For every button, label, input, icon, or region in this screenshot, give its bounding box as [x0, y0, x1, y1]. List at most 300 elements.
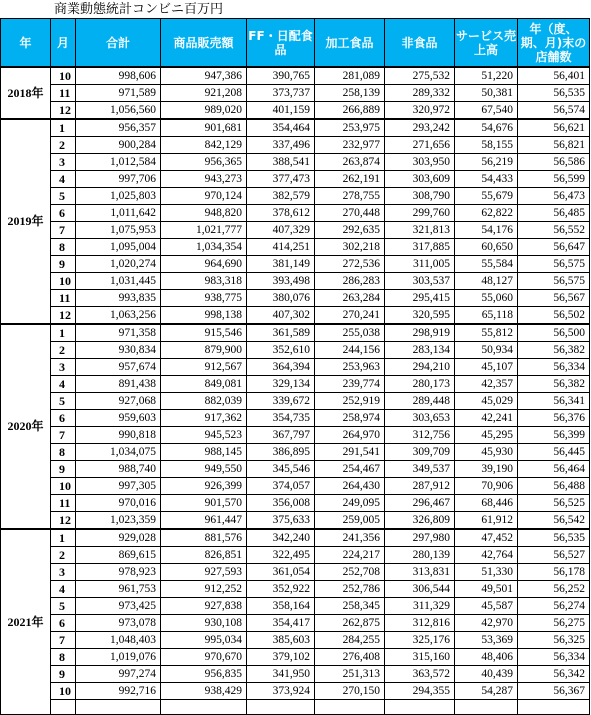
non-food-cell: 280,139: [385, 547, 455, 564]
empty-cell: [51, 700, 76, 715]
table-row: [1, 444, 590, 461]
non-food-cell: 317,885: [385, 239, 455, 256]
store-count-cell: 56,567: [518, 290, 590, 307]
store-count-cell: 56,178: [518, 564, 590, 581]
table-row: [1, 154, 590, 171]
merchandise-sales-cell: 826,851: [161, 547, 247, 564]
store-count-cell: 56,527: [518, 547, 590, 564]
empty-cell: [161, 700, 247, 715]
table-row: [1, 119, 590, 137]
year-cell: 2019年: [1, 119, 51, 324]
merchandise-sales-cell: 1,021,777: [161, 222, 247, 239]
processed-food-cell: 272,536: [315, 256, 385, 273]
total-cell: 957,674: [76, 359, 161, 376]
month-cell: 3: [51, 154, 76, 171]
service-sales-cell: 45,295: [455, 427, 518, 444]
merchandise-sales-cell: 849,081: [161, 376, 247, 393]
fast-food-daily-food-cell: 373,924: [247, 683, 315, 700]
table-row: [1, 256, 590, 273]
merchandise-sales-cell: 912,567: [161, 359, 247, 376]
merchandise-sales-cell: 1,034,354: [161, 239, 247, 256]
merchandise-sales-cell: 948,820: [161, 205, 247, 222]
processed-food-cell: 249,095: [315, 495, 385, 512]
total-cell: 1,063,256: [76, 307, 161, 325]
fast-food-daily-food-cell: 339,672: [247, 393, 315, 410]
fast-food-daily-food-cell: 361,589: [247, 324, 315, 342]
service-sales-cell: 48,406: [455, 649, 518, 666]
processed-food-cell: 232,977: [315, 137, 385, 154]
non-food-cell: 280,173: [385, 376, 455, 393]
non-food-cell: 363,572: [385, 666, 455, 683]
fast-food-daily-food-cell: 337,496: [247, 137, 315, 154]
fast-food-daily-food-cell: 375,633: [247, 512, 315, 530]
service-sales-cell: 39,190: [455, 461, 518, 478]
fast-food-daily-food-cell: 388,541: [247, 154, 315, 171]
fast-food-daily-food-cell: 381,149: [247, 256, 315, 273]
service-sales-cell: 55,812: [455, 324, 518, 342]
empty-cell: [518, 700, 590, 715]
total-cell: 992,716: [76, 683, 161, 700]
month-cell: 6: [51, 410, 76, 427]
total-cell: 869,615: [76, 547, 161, 564]
month-cell: 10: [51, 683, 76, 700]
month-cell: 9: [51, 256, 76, 273]
store-count-cell: 56,382: [518, 376, 590, 393]
total-cell: 998,606: [76, 67, 161, 85]
total-cell: 1,095,004: [76, 239, 161, 256]
merchandise-sales-cell: 989,020: [161, 102, 247, 120]
processed-food-cell: 244,156: [315, 342, 385, 359]
merchandise-sales-cell: 956,365: [161, 154, 247, 171]
table-row: [1, 359, 590, 376]
table-row: [1, 410, 590, 427]
table-row: [1, 564, 590, 581]
processed-food-cell: 263,874: [315, 154, 385, 171]
total-cell: 1,012,584: [76, 154, 161, 171]
processed-food-cell: 266,889: [315, 102, 385, 120]
service-sales-cell: 49,501: [455, 581, 518, 598]
merchandise-sales-cell: 938,429: [161, 683, 247, 700]
non-food-cell: 271,656: [385, 137, 455, 154]
fast-food-daily-food-cell: 414,251: [247, 239, 315, 256]
processed-food-cell: 259,005: [315, 512, 385, 530]
month-cell: 11: [51, 495, 76, 512]
table-row: [1, 478, 590, 495]
table-row: [1, 273, 590, 290]
processed-food-cell: 264,970: [315, 427, 385, 444]
total-cell: 929,028: [76, 529, 161, 547]
processed-food-cell: 239,774: [315, 376, 385, 393]
table-row: [1, 222, 590, 239]
store-count-cell: 56,647: [518, 239, 590, 256]
month-cell: 8: [51, 444, 76, 461]
processed-food-cell: 286,283: [315, 273, 385, 290]
processed-food-cell: 262,191: [315, 171, 385, 188]
fast-food-daily-food-cell: 361,054: [247, 564, 315, 581]
non-food-cell: 313,831: [385, 564, 455, 581]
fast-food-daily-food-cell: 378,612: [247, 205, 315, 222]
service-sales-cell: 42,241: [455, 410, 518, 427]
processed-food-cell: 263,284: [315, 290, 385, 307]
month-cell: 6: [51, 205, 76, 222]
month-cell: 10: [51, 67, 76, 85]
month-cell: 3: [51, 564, 76, 581]
merchandise-sales-cell: 983,318: [161, 273, 247, 290]
total-cell: 993,835: [76, 290, 161, 307]
total-cell: 1,048,403: [76, 632, 161, 649]
merchandise-sales-cell: 881,576: [161, 529, 247, 547]
service-sales-cell: 51,330: [455, 564, 518, 581]
month-cell: 8: [51, 649, 76, 666]
merchandise-sales-cell: 882,039: [161, 393, 247, 410]
month-cell: 12: [51, 512, 76, 530]
service-sales-cell: 42,764: [455, 547, 518, 564]
fast-food-daily-food-cell: 374,057: [247, 478, 315, 495]
sales-statistics-table: [0, 18, 590, 715]
total-cell: 1,011,642: [76, 205, 161, 222]
non-food-cell: 296,467: [385, 495, 455, 512]
fast-food-daily-food-cell: 341,950: [247, 666, 315, 683]
processed-food-cell: 264,430: [315, 478, 385, 495]
merchandise-sales-cell: 901,570: [161, 495, 247, 512]
month-cell: 7: [51, 632, 76, 649]
processed-food-cell: 255,038: [315, 324, 385, 342]
table-row: [1, 324, 590, 342]
processed-food-cell: 281,089: [315, 67, 385, 85]
total-cell: 970,016: [76, 495, 161, 512]
store-count-cell: 56,464: [518, 461, 590, 478]
total-cell: 997,305: [76, 478, 161, 495]
month-cell: 3: [51, 359, 76, 376]
processed-food-cell: 291,541: [315, 444, 385, 461]
header-non-food: 非食品: [385, 19, 455, 68]
processed-food-cell: 252,786: [315, 581, 385, 598]
store-count-cell: 56,401: [518, 67, 590, 85]
non-food-cell: 289,448: [385, 393, 455, 410]
processed-food-cell: 253,963: [315, 359, 385, 376]
processed-food-cell: 270,241: [315, 307, 385, 325]
total-cell: 971,589: [76, 85, 161, 102]
fast-food-daily-food-cell: 364,394: [247, 359, 315, 376]
non-food-cell: 289,332: [385, 85, 455, 102]
non-food-cell: 306,544: [385, 581, 455, 598]
service-sales-cell: 51,220: [455, 67, 518, 85]
store-count-cell: 56,376: [518, 410, 590, 427]
total-cell: 971,358: [76, 324, 161, 342]
month-cell: 9: [51, 666, 76, 683]
table-caption: 商業動態統計コンビニ百万円: [54, 2, 224, 17]
service-sales-cell: 65,118: [455, 307, 518, 325]
table-row: [1, 427, 590, 444]
service-sales-cell: 53,369: [455, 632, 518, 649]
month-cell: 12: [51, 307, 76, 325]
month-cell: 2: [51, 342, 76, 359]
month-cell: 2: [51, 547, 76, 564]
fast-food-daily-food-cell: 352,922: [247, 581, 315, 598]
processed-food-cell: 254,467: [315, 461, 385, 478]
total-cell: 990,818: [76, 427, 161, 444]
processed-food-cell: 284,255: [315, 632, 385, 649]
merchandise-sales-cell: 917,362: [161, 410, 247, 427]
processed-food-cell: 278,755: [315, 188, 385, 205]
store-count-cell: 56,274: [518, 598, 590, 615]
service-sales-cell: 42,970: [455, 615, 518, 632]
total-cell: 1,023,359: [76, 512, 161, 530]
service-sales-cell: 58,155: [455, 137, 518, 154]
header-processed-food: 加工食品: [315, 19, 385, 68]
table-row: [1, 67, 590, 85]
table-row: [1, 205, 590, 222]
header-year: 年: [1, 19, 51, 68]
processed-food-cell: 258,974: [315, 410, 385, 427]
service-sales-cell: 40,439: [455, 666, 518, 683]
store-count-cell: 56,488: [518, 478, 590, 495]
table-row: [1, 393, 590, 410]
processed-food-cell: 252,919: [315, 393, 385, 410]
merchandise-sales-cell: 879,900: [161, 342, 247, 359]
fast-food-daily-food-cell: 358,164: [247, 598, 315, 615]
month-cell: 5: [51, 188, 76, 205]
fast-food-daily-food-cell: 407,329: [247, 222, 315, 239]
year-cell: 2020年: [1, 324, 51, 529]
table-row: [1, 495, 590, 512]
merchandise-sales-cell: 912,252: [161, 581, 247, 598]
non-food-cell: 303,537: [385, 273, 455, 290]
table-row: [1, 137, 590, 154]
fast-food-daily-food-cell: 329,134: [247, 376, 315, 393]
header-fast-food-daily-food: FF・日配食品: [247, 19, 315, 68]
store-count-cell: 56,341: [518, 393, 590, 410]
table-row: [1, 547, 590, 564]
total-cell: 1,031,445: [76, 273, 161, 290]
processed-food-cell: 252,708: [315, 564, 385, 581]
non-food-cell: 283,134: [385, 342, 455, 359]
processed-food-cell: 253,975: [315, 119, 385, 137]
store-count-cell: 56,445: [518, 444, 590, 461]
non-food-cell: 325,176: [385, 632, 455, 649]
service-sales-cell: 54,676: [455, 119, 518, 137]
non-food-cell: 297,980: [385, 529, 455, 547]
month-cell: 12: [51, 102, 76, 120]
table-row: [1, 615, 590, 632]
store-count-cell: 56,252: [518, 581, 590, 598]
non-food-cell: 275,532: [385, 67, 455, 85]
processed-food-cell: 262,875: [315, 615, 385, 632]
service-sales-cell: 48,127: [455, 273, 518, 290]
table-row: [1, 342, 590, 359]
non-food-cell: 287,912: [385, 478, 455, 495]
header-row: [1, 19, 590, 68]
store-count-cell: 56,599: [518, 171, 590, 188]
month-cell: 4: [51, 376, 76, 393]
non-food-cell: 303,950: [385, 154, 455, 171]
empty-row: [1, 700, 590, 715]
month-cell: 1: [51, 324, 76, 342]
total-cell: 927,068: [76, 393, 161, 410]
service-sales-cell: 54,176: [455, 222, 518, 239]
month-cell: 1: [51, 529, 76, 547]
merchandise-sales-cell: 945,523: [161, 427, 247, 444]
fast-food-daily-food-cell: 352,610: [247, 342, 315, 359]
header-total: 合計: [76, 19, 161, 68]
total-cell: 1,034,075: [76, 444, 161, 461]
month-cell: 5: [51, 393, 76, 410]
non-food-cell: 294,355: [385, 683, 455, 700]
store-count-cell: 56,502: [518, 307, 590, 325]
total-cell: 891,438: [76, 376, 161, 393]
month-cell: 7: [51, 427, 76, 444]
non-food-cell: 309,709: [385, 444, 455, 461]
table-row: [1, 598, 590, 615]
merchandise-sales-cell: 947,386: [161, 67, 247, 85]
total-cell: 988,740: [76, 461, 161, 478]
merchandise-sales-cell: 901,681: [161, 119, 247, 137]
merchandise-sales-cell: 988,145: [161, 444, 247, 461]
total-cell: 997,706: [76, 171, 161, 188]
table-row: [1, 529, 590, 547]
fast-food-daily-food-cell: 373,737: [247, 85, 315, 102]
merchandise-sales-cell: 927,838: [161, 598, 247, 615]
service-sales-cell: 62,822: [455, 205, 518, 222]
processed-food-cell: 292,635: [315, 222, 385, 239]
table-row: [1, 239, 590, 256]
non-food-cell: 311,005: [385, 256, 455, 273]
month-cell: 9: [51, 461, 76, 478]
non-food-cell: 311,329: [385, 598, 455, 615]
year-cell: 2021年: [1, 529, 51, 715]
year-cell: 2018年: [1, 67, 51, 119]
service-sales-cell: 67,540: [455, 102, 518, 120]
store-count-cell: 56,574: [518, 102, 590, 120]
service-sales-cell: 56,219: [455, 154, 518, 171]
month-cell: 10: [51, 273, 76, 290]
total-cell: 1,075,953: [76, 222, 161, 239]
month-cell: 10: [51, 478, 76, 495]
month-cell: 2: [51, 137, 76, 154]
month-cell: 4: [51, 581, 76, 598]
merchandise-sales-cell: 927,593: [161, 564, 247, 581]
month-cell: 11: [51, 290, 76, 307]
processed-food-cell: 258,139: [315, 85, 385, 102]
non-food-cell: 299,760: [385, 205, 455, 222]
store-count-cell: 56,334: [518, 649, 590, 666]
non-food-cell: 312,756: [385, 427, 455, 444]
merchandise-sales-cell: 915,546: [161, 324, 247, 342]
fast-food-daily-food-cell: 382,579: [247, 188, 315, 205]
non-food-cell: 326,809: [385, 512, 455, 530]
non-food-cell: 312,816: [385, 615, 455, 632]
merchandise-sales-cell: 956,835: [161, 666, 247, 683]
non-food-cell: 295,415: [385, 290, 455, 307]
total-cell: 973,425: [76, 598, 161, 615]
processed-food-cell: 276,408: [315, 649, 385, 666]
fast-food-daily-food-cell: 380,076: [247, 290, 315, 307]
store-count-cell: 56,621: [518, 119, 590, 137]
service-sales-cell: 68,446: [455, 495, 518, 512]
table-row: [1, 290, 590, 307]
service-sales-cell: 45,930: [455, 444, 518, 461]
service-sales-cell: 50,934: [455, 342, 518, 359]
total-cell: 959,603: [76, 410, 161, 427]
fast-food-daily-food-cell: 401,159: [247, 102, 315, 120]
non-food-cell: 349,537: [385, 461, 455, 478]
store-count-cell: 56,367: [518, 683, 590, 700]
table-row: [1, 512, 590, 530]
non-food-cell: 320,972: [385, 102, 455, 120]
total-cell: 956,357: [76, 119, 161, 137]
total-cell: 978,923: [76, 564, 161, 581]
month-cell: 11: [51, 85, 76, 102]
processed-food-cell: 302,218: [315, 239, 385, 256]
non-food-cell: 320,595: [385, 307, 455, 325]
total-cell: 1,020,274: [76, 256, 161, 273]
service-sales-cell: 55,060: [455, 290, 518, 307]
processed-food-cell: 241,356: [315, 529, 385, 547]
processed-food-cell: 270,150: [315, 683, 385, 700]
fast-food-daily-food-cell: 407,302: [247, 307, 315, 325]
store-count-cell: 56,275: [518, 615, 590, 632]
store-count-cell: 56,542: [518, 512, 590, 530]
fast-food-daily-food-cell: 377,473: [247, 171, 315, 188]
service-sales-cell: 45,587: [455, 598, 518, 615]
non-food-cell: 293,242: [385, 119, 455, 137]
month-cell: 1: [51, 119, 76, 137]
merchandise-sales-cell: 938,775: [161, 290, 247, 307]
non-food-cell: 298,919: [385, 324, 455, 342]
non-food-cell: 303,609: [385, 171, 455, 188]
merchandise-sales-cell: 949,550: [161, 461, 247, 478]
merchandise-sales-cell: 921,208: [161, 85, 247, 102]
service-sales-cell: 70,906: [455, 478, 518, 495]
month-cell: 4: [51, 171, 76, 188]
header-month: 月: [51, 19, 76, 68]
store-count-cell: 56,821: [518, 137, 590, 154]
store-count-cell: 56,575: [518, 273, 590, 290]
table-row: [1, 461, 590, 478]
fast-food-daily-food-cell: 322,495: [247, 547, 315, 564]
month-cell: 5: [51, 598, 76, 615]
non-food-cell: 294,210: [385, 359, 455, 376]
store-count-cell: 56,334: [518, 359, 590, 376]
fast-food-daily-food-cell: 367,797: [247, 427, 315, 444]
fast-food-daily-food-cell: 356,008: [247, 495, 315, 512]
processed-food-cell: 258,345: [315, 598, 385, 615]
table-row: [1, 649, 590, 666]
service-sales-cell: 60,650: [455, 239, 518, 256]
store-count-cell: 56,473: [518, 188, 590, 205]
header-merchandise-sales: 商品販売額: [161, 19, 247, 68]
service-sales-cell: 54,433: [455, 171, 518, 188]
processed-food-cell: 224,217: [315, 547, 385, 564]
store-count-cell: 56,399: [518, 427, 590, 444]
fast-food-daily-food-cell: 342,240: [247, 529, 315, 547]
table-row: [1, 307, 590, 325]
service-sales-cell: 47,452: [455, 529, 518, 547]
fast-food-daily-food-cell: 354,735: [247, 410, 315, 427]
month-cell: 8: [51, 239, 76, 256]
store-count-cell: 56,500: [518, 324, 590, 342]
store-count-cell: 56,535: [518, 529, 590, 547]
table-row: [1, 581, 590, 598]
total-cell: 1,019,076: [76, 649, 161, 666]
store-count-cell: 56,575: [518, 256, 590, 273]
merchandise-sales-cell: 930,108: [161, 615, 247, 632]
service-sales-cell: 55,584: [455, 256, 518, 273]
merchandise-sales-cell: 970,670: [161, 649, 247, 666]
table-row: [1, 683, 590, 700]
service-sales-cell: 55,679: [455, 188, 518, 205]
merchandise-sales-cell: 842,129: [161, 137, 247, 154]
